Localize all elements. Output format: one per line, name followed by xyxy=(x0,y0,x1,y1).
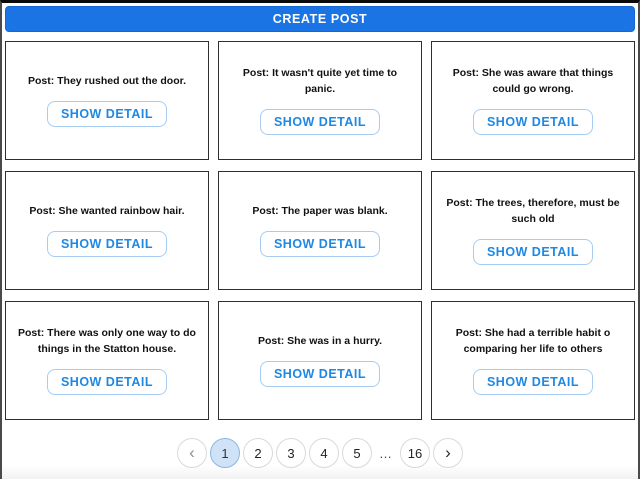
chevron-left-icon: ‹ xyxy=(189,442,195,462)
post-card xyxy=(431,301,635,420)
pagination xyxy=(2,438,638,468)
post-text: Post: The trees, therefore, must be such old xyxy=(446,197,620,225)
page-button-16[interactable]: 16 xyxy=(400,438,430,468)
post-text: Post: There was only one way to do things in the Statton house. xyxy=(18,327,196,355)
post-text: Post: They rushed out the door. xyxy=(27,74,187,87)
show-detail-button[interactable]: SHOW DETAIL xyxy=(47,101,167,127)
post-text: Post: She had a terrible habit o comparing her life to others xyxy=(455,327,611,355)
show-detail-button[interactable]: SHOW DETAIL xyxy=(473,369,593,395)
post-text: Post: It wasn't quite yet time to panic. xyxy=(242,67,398,95)
post-card xyxy=(218,171,422,290)
page-button-2[interactable]: 2 xyxy=(243,438,273,468)
post-grid xyxy=(5,41,635,420)
show-detail-button[interactable]: SHOW DETAIL xyxy=(47,231,167,257)
show-detail-button[interactable]: SHOW DETAIL xyxy=(473,239,593,265)
post-card xyxy=(431,41,635,160)
create-post-button[interactable]: CREATE POST xyxy=(5,6,635,32)
post-card xyxy=(5,301,209,420)
show-detail-button[interactable]: SHOW DETAIL xyxy=(260,109,380,135)
show-detail-button[interactable]: SHOW DETAIL xyxy=(47,369,167,395)
post-card xyxy=(5,41,209,160)
post-text: Post: The paper was blank. xyxy=(252,204,388,217)
show-detail-button[interactable]: SHOW DETAIL xyxy=(260,361,380,387)
post-card xyxy=(5,171,209,290)
show-detail-button[interactable]: SHOW DETAIL xyxy=(260,231,380,257)
post-card xyxy=(218,41,422,160)
page-button-5[interactable]: 5 xyxy=(342,438,372,468)
prev-page-button[interactable] xyxy=(177,438,207,468)
page-button-1[interactable]: 1 xyxy=(210,438,240,468)
page-button-3[interactable]: 3 xyxy=(276,438,306,468)
post-text: Post: She was aware that things could go wrong. xyxy=(452,67,614,95)
post-card xyxy=(218,301,422,420)
pagination-ellipsis: … xyxy=(379,445,393,461)
show-detail-button[interactable]: SHOW DETAIL xyxy=(473,109,593,135)
post-card xyxy=(431,171,635,290)
chevron-right-icon: › xyxy=(445,442,451,462)
post-text: Post: She wanted rainbow hair. xyxy=(29,204,185,217)
post-text: Post: She was in a hurry. xyxy=(257,334,383,347)
next-page-button[interactable] xyxy=(433,438,463,468)
page-button-4[interactable]: 4 xyxy=(309,438,339,468)
